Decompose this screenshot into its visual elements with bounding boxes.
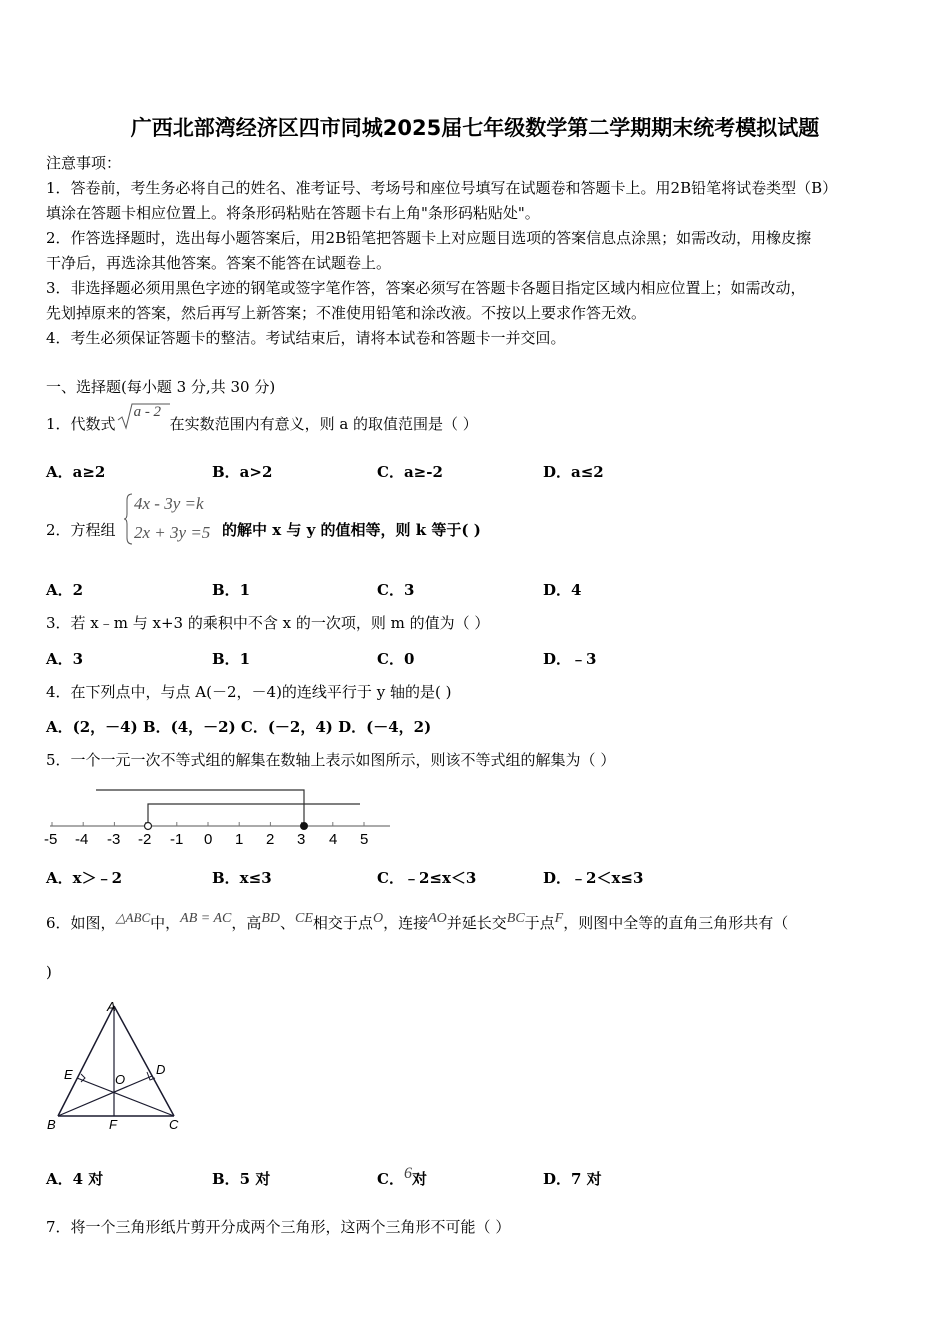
question-text: ，高 bbox=[231, 914, 262, 932]
question-text: 如图， bbox=[70, 914, 116, 932]
question-3: 3．若 x﹣m 与 x+3 的乘积中不含 x 的一次项，则 m 的值为（ ） bbox=[46, 614, 490, 632]
equation-2: 2x + 3y =5 bbox=[134, 523, 211, 542]
notice-line: 1．答卷前，考生务必将自己的姓名、准考证号、考场号和座位号填写在试题卷和答题卡上。用2B铅笔将试卷类型（B） bbox=[46, 179, 838, 197]
notice-heading: 注意事项： bbox=[46, 154, 122, 172]
question-text: ，则图中全等的直角三角形共有（ bbox=[563, 914, 789, 932]
tick-label: 4 bbox=[329, 831, 338, 848]
math-ce: CE bbox=[295, 911, 313, 926]
math-bc: BC bbox=[506, 911, 525, 926]
option-a[interactable]: A．2 bbox=[46, 581, 84, 599]
bound-line-lower bbox=[148, 804, 360, 826]
tick-label: 3 bbox=[297, 831, 306, 848]
side-ac bbox=[114, 1006, 174, 1116]
segment-bd bbox=[58, 1076, 152, 1116]
option-a[interactable]: A．a≥2 bbox=[46, 463, 106, 481]
option-d[interactable]: D．7 对 bbox=[543, 1170, 602, 1188]
option-b[interactable]: B．1 bbox=[212, 650, 251, 668]
question-text: 中， bbox=[150, 914, 181, 932]
label-d: D bbox=[156, 1062, 166, 1077]
triangle-figure bbox=[44, 998, 184, 1134]
notice-line: 2．作答选择题时，选出每小题答案后，用2B铅笔把答题卡上对应题目选项的答案信息点涂黑；如需改动，用橡皮擦 bbox=[46, 229, 812, 247]
math-ab-eq-ac: AB = AC bbox=[180, 911, 232, 926]
closed-point-icon bbox=[301, 823, 308, 830]
axis-ticks bbox=[52, 822, 364, 826]
segment-ce bbox=[77, 1078, 174, 1116]
option-c[interactable]: C．﹣2≤x＜3 bbox=[377, 869, 477, 887]
label-b: B bbox=[47, 1117, 56, 1132]
tick-label: -2 bbox=[138, 831, 152, 848]
question-5: 5．一个一元一次不等式组的解集在数轴上表示如图所示，则该不等式组的解集为（ ） bbox=[46, 751, 616, 769]
question-text: 并延长交 bbox=[446, 914, 507, 932]
option-b[interactable]: B．a>2 bbox=[212, 463, 273, 481]
question-text: 方程组 bbox=[70, 521, 116, 539]
question-number: 2． bbox=[46, 521, 71, 539]
question-number: 6． bbox=[46, 914, 71, 932]
notice-line: 先划掉原来的答案，然后再写上新答案；不准使用铅笔和涂改液。不按以上要求作答无效。 bbox=[46, 304, 647, 322]
bound-line-upper bbox=[96, 790, 304, 826]
option-d[interactable]: D．﹣3 bbox=[543, 650, 597, 668]
tick-label: -3 bbox=[107, 831, 121, 848]
option-d[interactable]: D．a≤2 bbox=[543, 463, 604, 481]
option-c[interactable]: C．a≥-2 bbox=[377, 463, 443, 481]
notice-line: 填涂在答题卡相应位置上。将条形码粘贴在答题卡右上角"条形码粘贴处"。 bbox=[46, 204, 540, 222]
math-f: F bbox=[554, 911, 564, 926]
tick-label: 1 bbox=[235, 831, 244, 848]
question-6-cont: ) bbox=[46, 963, 52, 981]
label-e: E bbox=[64, 1067, 73, 1082]
number-line-figure bbox=[44, 784, 390, 848]
option-a[interactable]: A．4 对 bbox=[46, 1170, 104, 1188]
math-triangle-abc: △ABC bbox=[115, 910, 151, 925]
label-o: O bbox=[115, 1072, 126, 1087]
question-number: 1． bbox=[46, 415, 71, 433]
notice-line: 3．非选择题必须用黑色字迹的钢笔或签字笔作答，答案必须写在答题卡各题目指定区域内相应位置上；如需改动， bbox=[46, 279, 806, 297]
question-text: ，连接 bbox=[383, 914, 429, 932]
option-d[interactable]: D．4 bbox=[543, 581, 582, 599]
question-text: 的解中 x 与 y 的值相等，则 k 等于( ) bbox=[222, 521, 481, 539]
open-point-icon bbox=[145, 823, 152, 830]
option-a[interactable]: A．3 bbox=[46, 650, 84, 668]
option-b[interactable]: B．1 bbox=[212, 581, 251, 599]
notice-line: 4．考生必须保证答题卡的整洁。考试结束后，请将本试卷和答题卡一并交回。 bbox=[46, 329, 566, 347]
options-line[interactable]: A．(2，－4) B．(4，－2) C．(－2，4) D．(－4，2) bbox=[46, 718, 432, 736]
option-b[interactable]: B．x≤3 bbox=[212, 869, 272, 887]
radicand: a - 2 bbox=[133, 404, 162, 420]
tick-label: -5 bbox=[44, 831, 58, 848]
option-c-suffix: 对 bbox=[411, 1170, 427, 1188]
question-text: 于点 bbox=[524, 914, 555, 932]
question-6 bbox=[46, 910, 789, 935]
tick-label: -1 bbox=[170, 831, 184, 848]
option-c[interactable]: C．0 bbox=[377, 650, 415, 668]
side-ab bbox=[58, 1006, 114, 1116]
label-c: C bbox=[169, 1117, 179, 1132]
math-o: O bbox=[372, 911, 384, 926]
brace-icon bbox=[122, 492, 134, 546]
notice-line: 干净后，再选涂其他答案。答案不能答在试题卷上。 bbox=[46, 254, 392, 272]
equation-1: 4x - 3y =k bbox=[134, 494, 204, 513]
question-4: 4．在下列点中，与点 A(－2，－4)的连线平行于 y 轴的是( ) bbox=[46, 683, 452, 701]
option-c-number: 6 bbox=[403, 1165, 412, 1182]
page-title: 广西北部湾经济区四市同城2025届七年级数学第二学期期末统考模拟试题 bbox=[130, 116, 820, 140]
option-c[interactable] bbox=[377, 1165, 427, 1189]
question-text: 代数式 bbox=[70, 415, 116, 433]
sqrt-expression bbox=[116, 404, 170, 434]
option-c-label: C． bbox=[377, 1170, 404, 1188]
option-c[interactable]: C．3 bbox=[377, 581, 415, 599]
label-f: F bbox=[109, 1117, 117, 1132]
math-bd: BD bbox=[261, 911, 281, 926]
option-a[interactable]: A．x＞﹣2 bbox=[46, 869, 123, 887]
tick-label: 0 bbox=[204, 831, 213, 848]
question-text: 在实数范围内有意义，则 a 的取值范围是（ ） bbox=[169, 415, 478, 433]
question-2-prefix bbox=[46, 520, 116, 540]
tick-label: -4 bbox=[75, 831, 89, 848]
question-text: 相交于点 bbox=[312, 914, 373, 932]
section-heading: 一、选择题(每小题 3 分,共 30 分) bbox=[46, 378, 276, 396]
math-ao: AO bbox=[428, 911, 447, 926]
tick-label: 5 bbox=[360, 831, 369, 848]
tick-label: 2 bbox=[266, 831, 275, 848]
question-text: 、 bbox=[280, 914, 296, 932]
question-1 bbox=[46, 404, 478, 434]
question-7: 7．将一个三角形纸片剪开分成两个三角形，这两个三角形不可能（ ） bbox=[46, 1218, 511, 1236]
option-d[interactable]: D．﹣2＜x≤3 bbox=[543, 869, 644, 887]
label-a: A bbox=[107, 999, 116, 1014]
option-b[interactable]: B．5 对 bbox=[212, 1170, 271, 1188]
